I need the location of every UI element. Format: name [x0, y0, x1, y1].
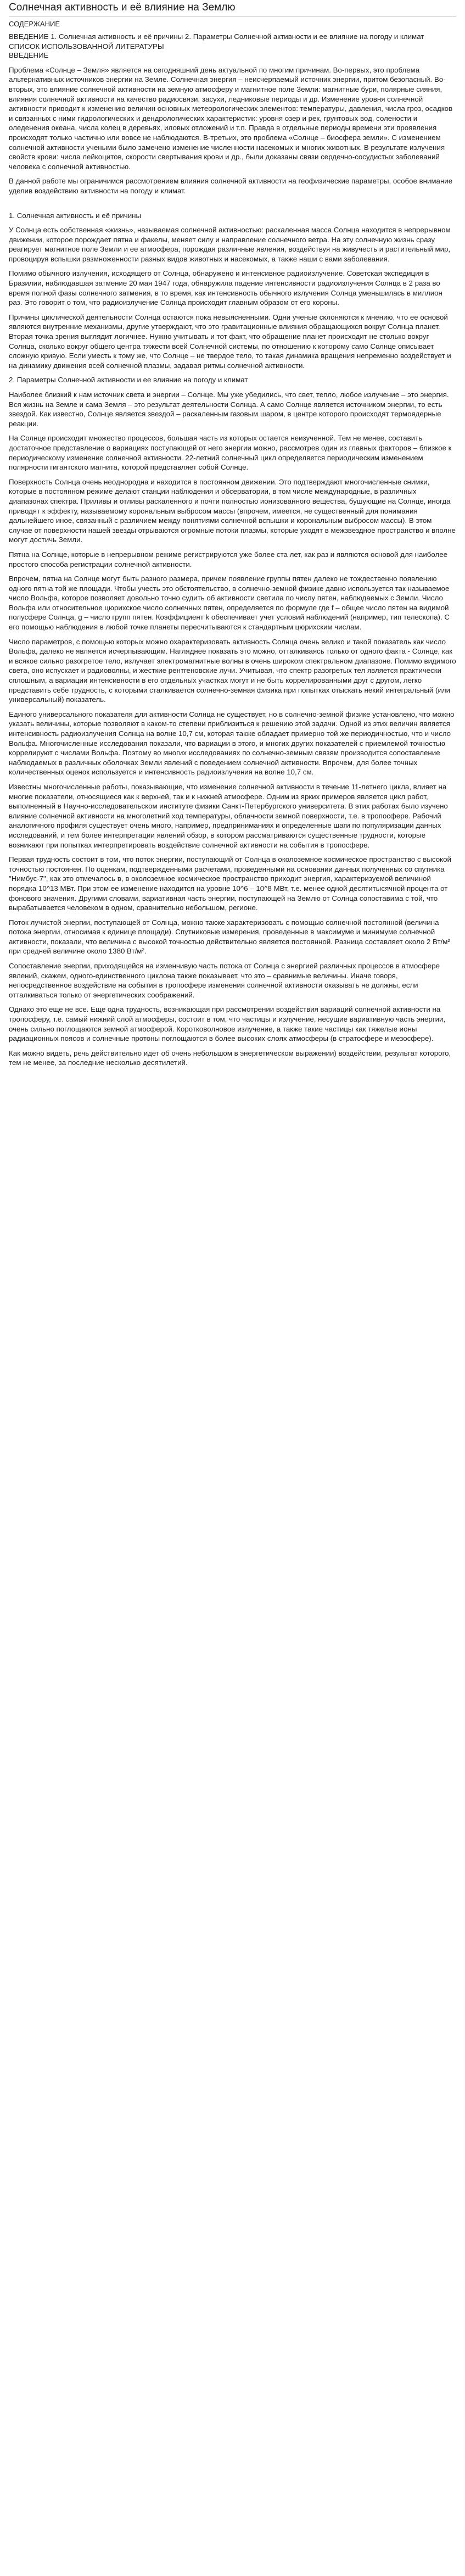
section1-body: [9, 225, 456, 370]
paragraph: Помимо обычного излучения, исходящего от Солнца, обнаружено и интенсивное радиоизлучение. Советская экспедиция в Бразилии, наблюдавшая затмение 20 мая 1947 года, обнаружила падение интенсивности радиоизлучения Солнца в 2 раза во время полной фазы солнечного затмения, в то время, как интенсивность обычного излучения Солнца уменьшилась в миллион раз. Это говорит о том, что радиоизлучение Солнца происходит главным образом от его короны.: [9, 269, 442, 307]
paragraph: Единого универсального показателя для активности Солнца не существует, но в солнечно-земной физике установлено, что можно указать величины, которые позволяют в каком-то степени приблизиться к решению этой задачи. Одной из этих величин является интенсивность радиоизлучения Солнца на волне 10,7 см, которая также обладает примерно той же периодичностью, что и число Вольфа. Многочисленные исследования показали, что вариации в этого, и многих других показателей с приемлемой точностью коррелируют с числами Вольфа. Поэтому во многих исследованиях по солнечно-земным связям производится сопоставление наблюдаемых в различных оболочках Земли явлений с поведением солнечной активности. Впрочем, для более точных количественных оценок используется и интенсивность радиоизлучения на волне 10,7 см.: [9, 710, 455, 777]
paragraph: Наиболее близкий к нам источник света и энергии – Солнце. Мы уже убедились, что свет, тепло, любое излучение – это энергия. Вся жизнь на Земле и сама Земля – это результат деятельности Солнца. А само Солнце является источником энергии, то есть звездой. Как известно, Солнце является звездой – раскаленным газовым шаром, в центре которого происходят термоядерные реакции.: [9, 391, 449, 428]
paragraph: Впрочем, пятна на Солнце могут быть разного размера, причем появление группы пятен далеко не тождественно появлению одного пятна той же площади. Чтобы учесть это обстоятельство, в солнечно-земной физике давно используется так называемое число Вольфа, которое позволяет довольно точно судить об активности светила по числу пятен, наблюдаемых с Земли. Число Вольфа или относительное цюрихское число солнечных пятен, определяется по формуле где f – общее число пятен на видимой полусфере Солнца, g – число групп пятен. Коэффициент k обеспечивает учет условий наблюдений (например, тип телескопа). С его помощью наблюдения в любой точке планеты пересчитываются к стандартным цюрихским числам.: [9, 575, 450, 632]
paragraph: Проблема «Солнце – Земля» является на сегодняшний день актуальной по многим причинам. Во-первых, это проблема альтернативных источников энергии на Земле. Солнечная энергия – неисчерпаемый источник энергии, притом безопасный. Во-вторых, это влияние солнечной активности на земную атмосферу и магнитное поле Земли: магнитные бури, полярные сияния, влияния солнечной активности на качество радиосвязи, засухи, ледниковые периоды и др. Изменение уровня солнечной активности приводит к изменению величин основных метеорологических элементов: температуры, давления, числа гроз, осадков и связанных с ними гидрологических и дендрологических характеристик: уровня озер и рек, грунтовых вод, солености и оледенения океана, числа колец в деревьях, иловых отложений и т.п. Правда в отдельные периоды времени эти проявления происходят только частично или вовсе не наблюдаются. В-третьих, это проблема «Солнце – биосфера земли». С изменением солнечной активности учеными было замечено изменение численности насекомых и многих животных. В результате излучения свойств крови: числа лейкоцитов, скорости свертывания крови и др., были доказаны связи сердечно-сосудистых заболеваний человека с солнечной активностью.: [9, 65, 453, 171]
paragraph: Поток лучистой энергии, поступающей от Солнца, можно также характеризовать с помощью солнечной постоянной (величина потока энергии, относимая к единице площади). Спутниковые измерения, проведенные в максимуме и минимуме солнечной активности, показали, что величина с высокой точностью действительно является постоянной. Разница составляет около 2 Вт/м² при средней величине около 1380 Вт/м².: [9, 918, 450, 956]
paragraph: Причины циклической деятельности Солнца остаются пока невыясненными. Одни ученые склоняются к мнению, что ее основой являются внутренние механизмы, другие утверждают, что это гравитационные влияния обращающихся вокруг Солнца планет. Вторая точка зрения выглядит логичнее. Нужно учитывать и тот факт, что обращение планет происходит не столько вокруг Солнца, сколько вокруг общего центра тяжести всей Солнечной системы, по отношению к которому само Солнце описывает сложную кривую. Если уместь к тому же, что Солнце – не твердое тело, то такая динамика вращения непременно воздействует и на динамику движения всей солнечной плазмы, задавая ритмы солнечной активности.: [9, 313, 451, 370]
section2-body: [9, 390, 456, 1068]
section1-heading: 1. Солнечная активность и её причины: [9, 211, 142, 220]
spacer: [9, 201, 456, 211]
paragraph: Первая трудность состоит в том, что поток энергии, поступающий от Солнца в околоземное космическое пространство с высокой точностью постоянен. По оценкам, подтвержденными расчетами, проведенными на основании данных полученных со спутника "Нимбус-7", как это отмечалось в, в околоземное космическое пространство приходит энергия, характеризуемой величиной порядка 10^13 МВт. При этом ее изменение находится на уровне 10^6 – 10^8 МВт, т.е. менее одной десятитысячной процента от фонового значения. Другими словами, вариативная часть энергии, поступающей на Землю от Солнца сопоставима с той, что вырабатывается человеком в одном, сравнительно небольшом, регионе.: [9, 855, 451, 912]
paragraph: Сопоставление энергии, приходящейся на изменчивую часть потока от Солнца с энергией различных процессов в атмосфере явлений, скажем, одного-единственного циклона также показывает, что это – сравнимые величины. Иначе говоря, непосредственное воздействие на события в тропосфере изменения солнечной активности оказывать не должны, если отталкиваться только от энергетических соображений.: [9, 962, 440, 999]
paragraph: Пятна на Солнце, которые в непрерывном режиме регистрируются уже более ста лет, как раз и являются основой для наиболее простого способа регистрации солнечной активности.: [9, 550, 448, 568]
contents-label: СОДЕРЖАНИЕ: [9, 20, 60, 28]
intro-section: [9, 65, 456, 196]
page-title: Солнечная активность и её влияние на Землю: [9, 2, 236, 13]
table-of-contents: ВВЕДЕНИЕ 1. Солнечная активность и её причины 2. Параметры Солнечной активности и ее влияние на погоду и климат СПИСОК ИСПОЛЬЗОВАННОЙ ЛИТЕРАТУРЫ: [9, 32, 424, 51]
intro-heading: ВВЕДЕНИЕ: [9, 51, 49, 60]
paragraph: В данной работе мы ограничимся рассмотрением влияния солнечной активности на геофизические параметры, особое внимание уделив воздействию активности на погоду и климат.: [9, 177, 453, 195]
paragraph: На Солнце происходит множество процессов, большая часть из которых остается неизученной. Тем не менее, составить достаточное представление о вариациях поступающей от него энергии можно, рассмотрев один из главных факторов – близкое к периодическому изменение солнечной активности. 22-летний солнечный цикл определяется периодическим изменением полярности гигантского магнита, которой представляет собой Солнце.: [9, 434, 452, 472]
paragraph: Как можно видеть, речь действительно идет об очень небольшом в энергетическом выражении) воздействии, результат которого, тем не менее, за последние несколько десятилетий.: [9, 1049, 451, 1067]
paragraph: Однако это еще не все. Еще одна трудность, возникающая при рассмотрении воздействия вариаций солнечной активности на тропосферу, т.е. самый нижний слой атмосферы, состоит в том, что частицы и излучение, несущие вариативную часть энергии, очень сильно поглощаются земной атмосферой. Коротковолновое излучение, а также такие частицы как тяжелые ионы радиационных поясов и солнечные протоны поглощаются в более высоких слоях атмосферы (в стратосфере и мезосфере).: [9, 1005, 446, 1043]
title-divider: [9, 16, 456, 17]
paragraph: Число параметров, с помощью которых можно охарактеризовать активность Солнца очень велико и такой показатель как число Вольфа, далеко не является исчерпывающим. Нагляднее показать это можно, отталкиваясь только от одного факта - Солнце, как и всякое сильно разогретое тело, излучает электромагнитные волны в очень широком спектральном диапазоне. Помимо видимого света, оно испускает и радиоволны, и жесткие рентгеновские лучи. Учитывая, что спектр разогретых тел является практически сплошным, а вариации интенсивности в его отдельных участках могут и не быть коррелированными друг с другом, легко представить себе трудность, с которыми сталкивается солнечно-земная физика при попытках отыскать некий интегральный (или универсальный) показатель.: [9, 637, 456, 704]
paragraph: Известны многочисленные работы, показывающие, что изменение солнечной активности в течение 11-летнего цикла, влияет на многие показатели, относящиеся как к верхней, так и к нижней атмосфере. Одним из ярких примеров является цикл работ, выполненный в Научно-исследовательском институте физики Санкт-Петербургского университета. В этих работах было изучено влияние солнечной активности на многолетний ход температуры, облачности земной поверхности, т.е. в тропосфере. Рабочий аналогичного профиля существует очень много, например, предприниманиях и определенные шаги по популяризации данных исследований, и тем более интерпретации явлений обзор, в котором рассматриваются существенные трудности, которые возникают при попытках интерпретировать воздействие солнечной активности на события в тропосфере.: [9, 782, 448, 849]
paragraph: У Солнца есть собственная «жизнь», называемая солнечной активностью: раскаленная масса Солнца находится в непрерывном движении, которое порождает пятна и факелы, меняет силу и направление солнечного ветра. На эту солнечную жизнь сразу реагирует магнитное поле Земли и ее атмосфера, порождая различные явления, воздействуя на живучесть и растительный мир, провоцируя вспышки размноженности разных видов животных и насекомых, а также наши с вами заболевания.: [9, 226, 451, 263]
section2-heading: 2. Параметры Солнечной активности и ее влияние на погоду и климат: [9, 376, 248, 384]
document-page: [4, 0, 461, 1068]
paragraph: Поверхность Солнца очень неоднородна и находится в постоянном движении. Это подтверждают многочисленные снимки, которые в постоянном режиме делают станции наблюдения и обсерватории, в том числе международные, в различных диапазонах спектра. Приливы и отливы раскаленного и почти полностью ионизованного вещества, бушующие на Солнце, иногда приводят к эффекту, называемому корональным выбросом массы (впрочем, имеется, не существенный для понимания дальнейшего иное, связанный с различием между понятиями солнечной вспышки и корональным выбросом массы). В этом случае от поверхности нашей звезды отрываются огромные потоки плазмы, которые уходят в межзвездное пространство и вполне могут достичь Земли.: [9, 477, 456, 544]
